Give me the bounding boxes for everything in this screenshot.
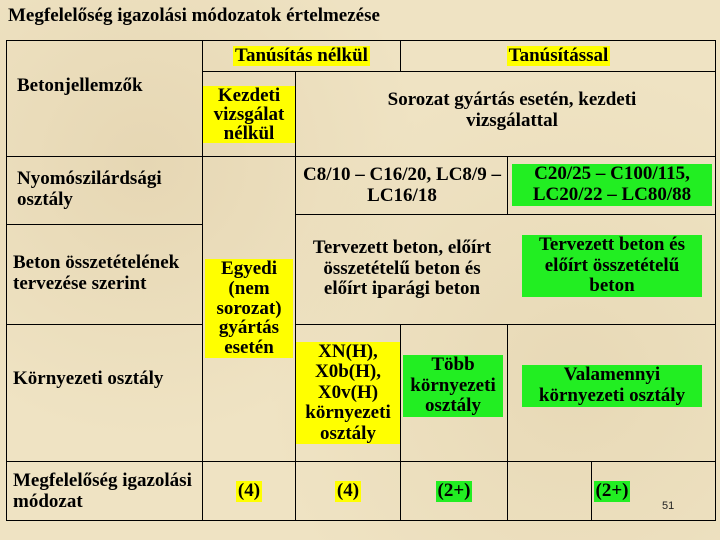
composition-mid: Tervezett beton, előírt összetételű beton és előírt iparági beton — [312, 236, 492, 300]
row-label-strength-class: Nyomószilárdsági osztály — [17, 168, 162, 210]
series-with-test: Sorozat gyártás esetén, kezdeti vizsgálattal — [387, 89, 637, 131]
strength-high: C20/25 – C100/115, LC20/22 – LC80/88 — [512, 159, 712, 211]
conformity-table — [6, 40, 716, 521]
page-number: 51 — [662, 500, 675, 512]
mode-cell: (2+) — [595, 480, 629, 502]
row-label-composition: Beton összetételének tervezése szerint — [13, 252, 180, 294]
composition-high: Tervezett beton és előírt összetételű beton — [522, 226, 702, 306]
divider — [7, 156, 716, 157]
divider — [7, 324, 202, 325]
divider — [295, 214, 716, 215]
divider — [507, 324, 508, 521]
row-label-concrete-props: Betonjellemzők — [17, 74, 143, 96]
divider — [295, 71, 296, 156]
divider — [507, 156, 508, 214]
divider — [202, 71, 716, 72]
single-production: Egyedi (nem sorozat) gyártás esetén — [205, 236, 293, 381]
row-label-conformity: Megfelelőség igazolási módozat — [13, 469, 192, 512]
mode-cell: (2+) — [437, 480, 471, 502]
header-with-cert: Tanúsítással — [508, 44, 609, 66]
page-title: Megfelelőség igazolási módozatok értelmezése — [8, 5, 380, 26]
header-without-cert: Tanúsítás nélkül — [235, 44, 368, 66]
mode-cell: (4) — [336, 480, 360, 502]
env-basic: XN(H), X0b(H), X0v(H) környezeti osztály — [296, 325, 400, 461]
divider — [7, 461, 716, 462]
env-more: Több környezeti osztály — [403, 341, 503, 431]
initial-test-none: Kezdeti vizsgálat nélkül — [203, 73, 295, 156]
divider — [7, 224, 202, 225]
mode-cell: (4) — [237, 480, 261, 502]
env-all: Valamennyi környezeti osztály — [522, 351, 702, 421]
row-label-env-class: Környezeti osztály — [13, 368, 164, 390]
strength-mid: C8/10 – C16/20, LC8/9 – LC16/18 — [303, 164, 501, 206]
